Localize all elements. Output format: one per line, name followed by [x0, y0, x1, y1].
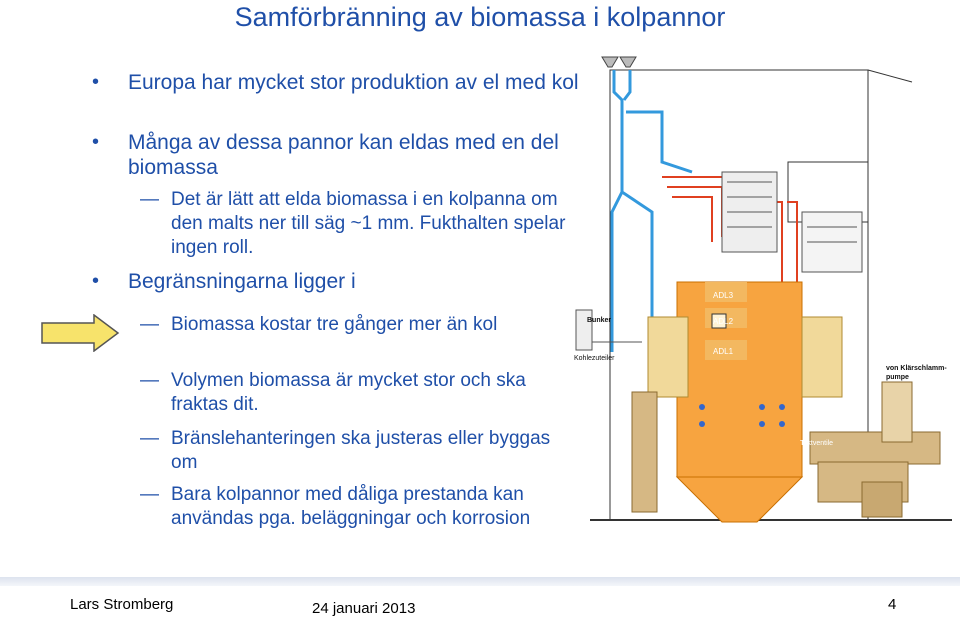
sub-bullet-text: Bränslehanteringen ska justeras eller byggas om — [171, 428, 551, 473]
label-taktventile: Taktventile — [800, 440, 834, 447]
sub-bullet-text: Bara kolpannor med dåliga prestanda kan användas pga. beläggningar och korrosion — [171, 484, 531, 529]
dash-icon: — — [140, 189, 159, 210]
label-kohlezuteiler: Kohlezuteiler — [574, 355, 615, 362]
arrow-right-icon — [40, 314, 120, 352]
sub-bullet-text: Volymen biomassa är mycket stor och ska fraktas dit. — [171, 370, 526, 415]
boiler-diagram — [572, 52, 960, 532]
slide-title: Samförbränning av biomassa i kolpannor — [234, 2, 726, 32]
bullet-text: Begränsningarna ligger i — [128, 270, 356, 293]
hopper-icons — [602, 57, 636, 67]
bunker — [576, 310, 642, 350]
bullet-item — [70, 70, 580, 120]
bullet-item — [70, 269, 580, 297]
label-adl3: ADL3 — [713, 291, 734, 300]
label-bunker: Bunker — [587, 317, 612, 324]
label-klaerschlamm: von Klärschlamm-pumpe — [886, 365, 947, 381]
sub-bullet-text: Biomassa kostar tre gånger mer än kol — [171, 314, 498, 335]
sub-bullet-item — [70, 313, 580, 361]
bullet-dot-icon: • — [92, 131, 100, 153]
furnace-body — [648, 282, 842, 522]
footer-date: 24 januari 2013 — [312, 600, 416, 617]
bullet-dot-icon: • — [92, 71, 100, 93]
sub-bullet-item — [70, 427, 580, 475]
sub-bullet-item — [70, 188, 580, 260]
dash-icon: — — [140, 484, 159, 505]
sub-bullet-item — [70, 483, 580, 555]
bullet-text: Många av dessa pannor kan eldas med en del biomassa — [128, 131, 559, 179]
dash-icon: — — [140, 370, 159, 391]
footer-page-number: 4 — [888, 596, 897, 613]
bullet-item — [70, 130, 580, 180]
sub-bullet-item — [70, 369, 580, 417]
label-adl2: ADL2 — [713, 317, 734, 326]
dash-icon: — — [140, 428, 159, 449]
footer-divider — [0, 577, 960, 586]
sub-bullet-text: Det är lätt att elda biomassa i en kolpanna om den malts ner till säg ~1 mm. Fukthalten spelar ingen roll. — [171, 189, 566, 258]
bullet-list — [70, 70, 580, 555]
bullet-dot-icon: • — [92, 270, 100, 292]
footer-author: Lars Stromberg — [70, 596, 174, 613]
label-adl1: ADL1 — [713, 347, 734, 356]
dash-icon: — — [140, 314, 159, 335]
bullet-text: Europa har mycket stor produktion av el med kol — [128, 71, 579, 94]
